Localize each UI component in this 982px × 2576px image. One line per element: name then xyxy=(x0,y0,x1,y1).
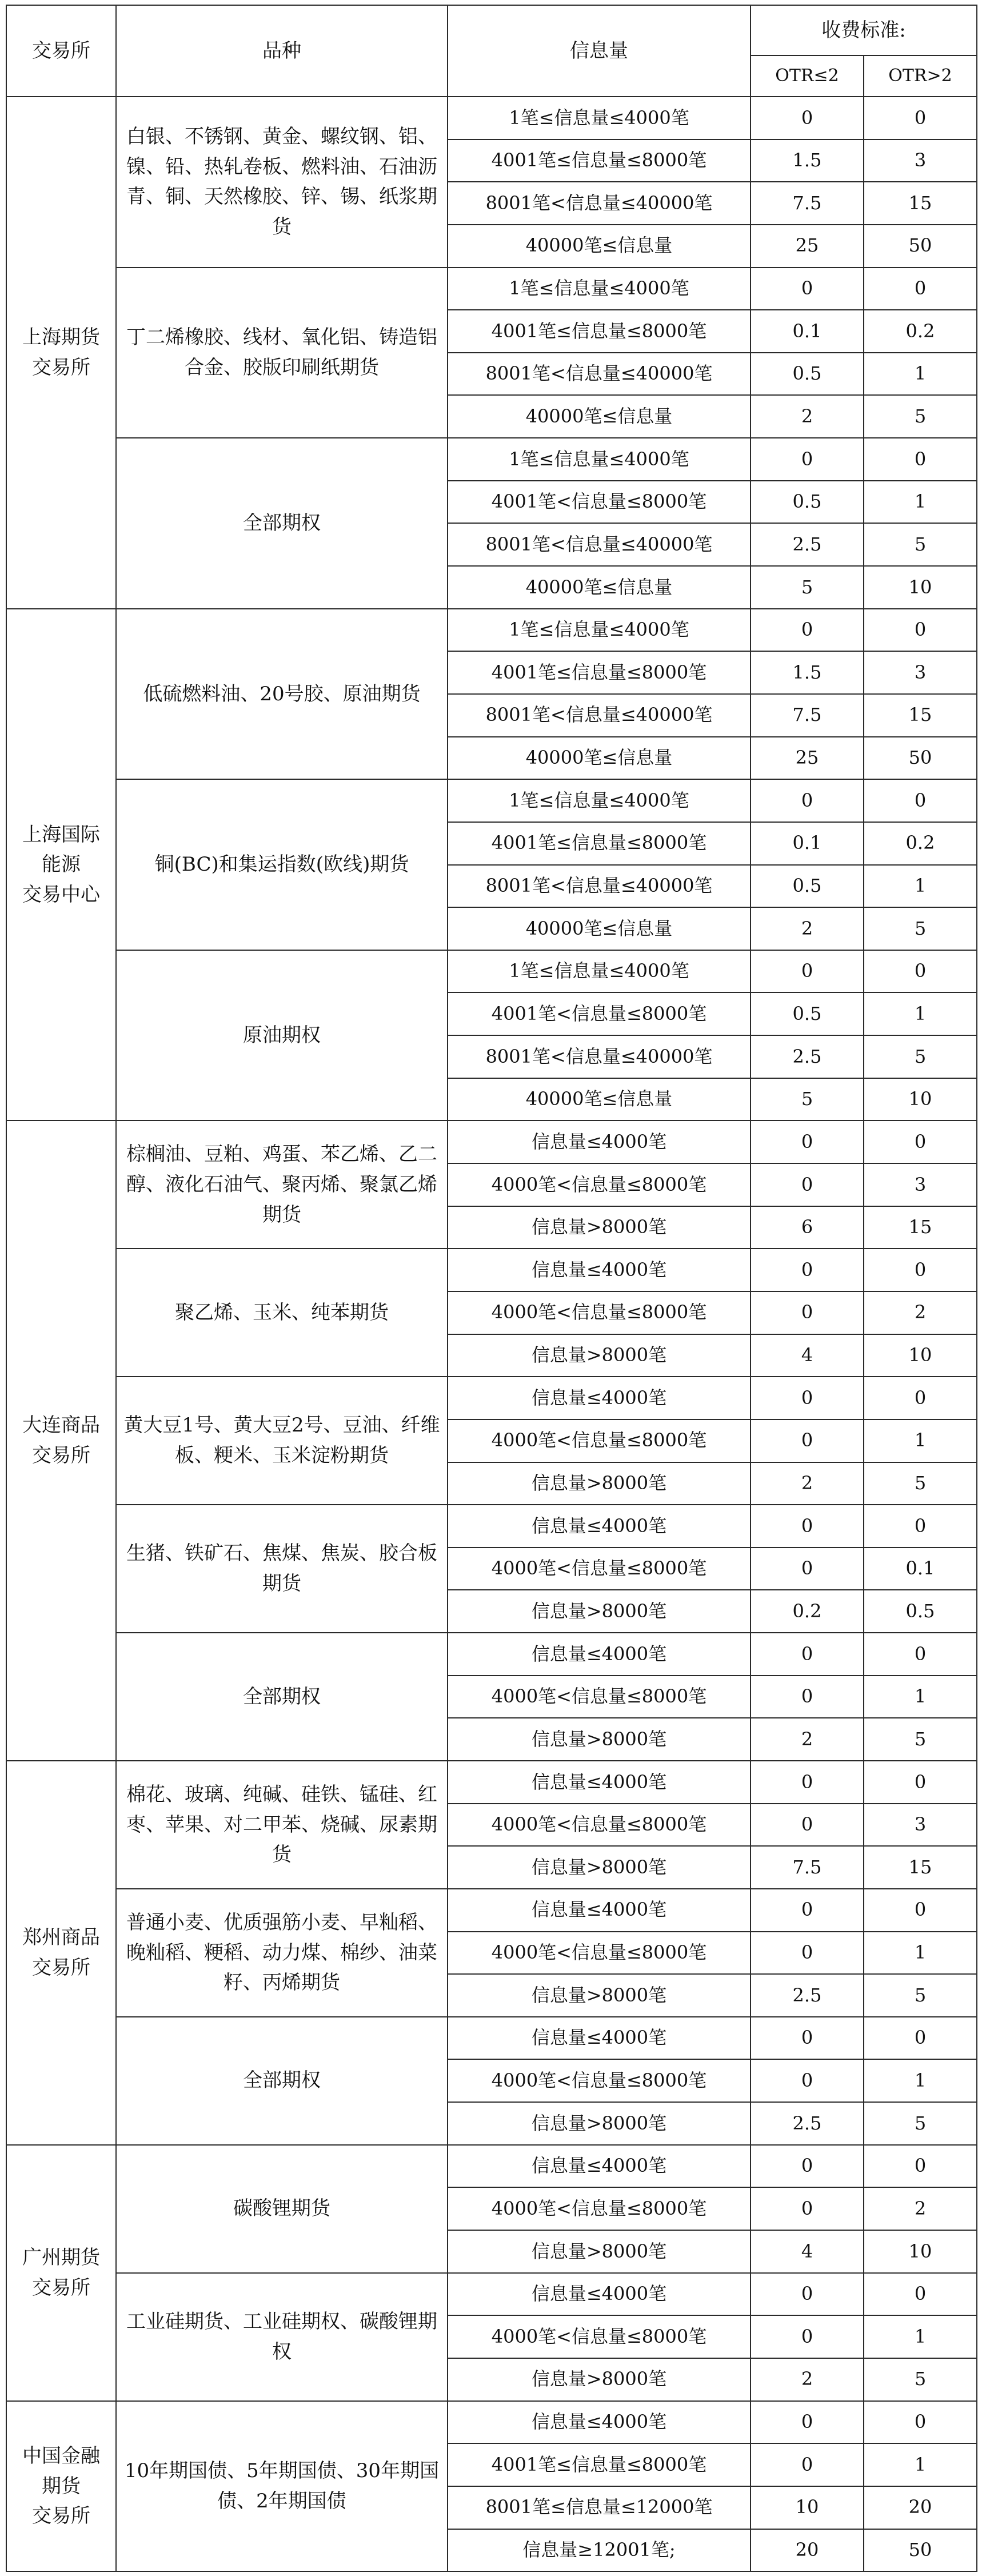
table-row xyxy=(6,1377,977,1419)
fee-otr-high-cell: 0.2 xyxy=(864,310,977,353)
fee-otr-high-cell: 5 xyxy=(864,907,977,950)
info-range-cell: 信息量≤4000笔 xyxy=(448,1761,751,1804)
fee-otr-low-cell: 6 xyxy=(751,1206,864,1249)
table-row xyxy=(6,97,977,139)
fee-otr-high-cell: 0 xyxy=(864,950,977,993)
fee-otr-high-cell: 1 xyxy=(864,1932,977,1975)
exchange-name-cell: 大连商品 交易所 xyxy=(6,1120,116,1761)
header-exchange: 交易所 xyxy=(6,5,116,97)
product-cell: 碳酸锂期货 xyxy=(116,2145,448,2273)
info-range-cell: 4000笔<信息量≤8000笔 xyxy=(448,1163,751,1206)
fee-otr-high-cell: 5 xyxy=(864,2102,977,2145)
fee-otr-low-cell: 0 xyxy=(751,1377,864,1419)
fee-otr-high-cell: 10 xyxy=(864,1078,977,1121)
info-range-cell: 4001笔≤信息量≤8000笔 xyxy=(448,822,751,865)
exchange-name-cell: 郑州商品 交易所 xyxy=(6,1761,116,2145)
product-cell: 低硫燃料油、20号胶、原油期货 xyxy=(116,609,448,780)
fee-otr-low-cell: 0.1 xyxy=(751,310,864,353)
fee-table xyxy=(6,5,977,2572)
fee-otr-high-cell: 1 xyxy=(864,2443,977,2486)
info-range-cell: 1笔≤信息量≤4000笔 xyxy=(448,950,751,993)
fee-otr-high-cell: 50 xyxy=(864,2529,977,2572)
fee-otr-low-cell: 2 xyxy=(751,2358,864,2401)
info-range-cell: 40000笔≤信息量 xyxy=(448,566,751,609)
info-range-cell: 信息量≤4000笔 xyxy=(448,2017,751,2060)
fee-otr-low-cell: 0 xyxy=(751,1889,864,1932)
product-cell: 聚乙烯、玉米、纯苯期货 xyxy=(116,1249,448,1377)
fee-otr-high-cell: 0 xyxy=(864,2145,977,2188)
fee-otr-high-cell: 1 xyxy=(864,1676,977,1718)
fee-otr-high-cell: 0 xyxy=(864,609,977,652)
fee-otr-low-cell: 2 xyxy=(751,395,864,438)
info-range-cell: 信息量>8000笔 xyxy=(448,2358,751,2401)
fee-otr-high-cell: 1 xyxy=(864,481,977,524)
product-cell: 全部期权 xyxy=(116,1633,448,1761)
info-range-cell: 信息量>8000笔 xyxy=(448,1334,751,1377)
fee-otr-high-cell: 20 xyxy=(864,2486,977,2529)
info-range-cell: 40000笔≤信息量 xyxy=(448,225,751,268)
fee-otr-high-cell: 0 xyxy=(864,1633,977,1676)
info-range-cell: 40000笔≤信息量 xyxy=(448,1078,751,1121)
exchange-name-cell: 上海国际 能源 交易中心 xyxy=(6,609,116,1121)
info-range-cell: 信息量≥12001笔; xyxy=(448,2529,751,2572)
fee-otr-high-cell: 0 xyxy=(864,1761,977,1804)
header-product: 品种 xyxy=(116,5,448,97)
fee-otr-low-cell: 0 xyxy=(751,950,864,993)
fee-otr-high-cell: 0 xyxy=(864,2017,977,2060)
fee-otr-high-cell: 10 xyxy=(864,1334,977,1377)
fee-otr-low-cell: 0 xyxy=(751,2187,864,2230)
fee-otr-high-cell: 5 xyxy=(864,1718,977,1761)
fee-otr-low-cell: 0.5 xyxy=(751,353,864,396)
fee-otr-low-cell: 10 xyxy=(751,2486,864,2529)
info-range-cell: 1笔≤信息量≤4000笔 xyxy=(448,438,751,481)
info-range-cell: 8001笔<信息量≤40000笔 xyxy=(448,182,751,225)
fee-otr-low-cell: 0 xyxy=(751,1633,864,1676)
info-range-cell: 1笔≤信息量≤4000笔 xyxy=(448,97,751,139)
fee-otr-high-cell: 2 xyxy=(864,2187,977,2230)
fee-otr-low-cell: 5 xyxy=(751,566,864,609)
info-range-cell: 信息量≤4000笔 xyxy=(448,2273,751,2316)
info-range-cell: 40000笔≤信息量 xyxy=(448,395,751,438)
fee-otr-low-cell: 7.5 xyxy=(751,694,864,737)
header-info: 信息量 xyxy=(448,5,751,97)
fee-otr-high-cell: 50 xyxy=(864,737,977,780)
fee-otr-high-cell: 0 xyxy=(864,1120,977,1163)
product-cell: 棉花、玻璃、纯碱、硅铁、锰硅、红枣、苹果、对二甲苯、烧碱、尿素期货 xyxy=(116,1761,448,1889)
fee-otr-high-cell: 15 xyxy=(864,182,977,225)
fee-otr-low-cell: 0 xyxy=(751,2401,864,2444)
header-fee-standard: 收费标准: xyxy=(751,5,977,55)
info-range-cell: 8001笔<信息量≤40000笔 xyxy=(448,865,751,908)
info-range-cell: 信息量>8000笔 xyxy=(448,2102,751,2145)
fee-otr-low-cell: 2 xyxy=(751,1718,864,1761)
fee-otr-low-cell: 0 xyxy=(751,438,864,481)
exchange-name-cell: 中国金融 期货 交易所 xyxy=(6,2401,116,2572)
fee-otr-high-cell: 5 xyxy=(864,395,977,438)
fee-otr-low-cell: 0.5 xyxy=(751,481,864,524)
info-range-cell: 4000笔<信息量≤8000笔 xyxy=(448,2315,751,2358)
table-row xyxy=(6,1249,977,1291)
fee-otr-low-cell: 0 xyxy=(751,779,864,822)
table-row xyxy=(6,1120,977,1163)
info-range-cell: 信息量≤4000笔 xyxy=(448,2145,751,2188)
fee-otr-high-cell: 3 xyxy=(864,139,977,182)
fee-otr-low-cell: 25 xyxy=(751,225,864,268)
info-range-cell: 4001笔≤信息量≤8000笔 xyxy=(448,651,751,694)
fee-otr-high-cell: 1 xyxy=(864,1419,977,1462)
info-range-cell: 信息量≤4000笔 xyxy=(448,1505,751,1548)
fee-otr-high-cell: 50 xyxy=(864,225,977,268)
fee-otr-low-cell: 0 xyxy=(751,2145,864,2188)
fee-otr-high-cell: 5 xyxy=(864,2358,977,2401)
fee-otr-low-cell: 2 xyxy=(751,1462,864,1505)
fee-otr-low-cell: 0.5 xyxy=(751,992,864,1035)
fee-otr-low-cell: 0 xyxy=(751,1676,864,1718)
fee-otr-low-cell: 0 xyxy=(751,1505,864,1548)
fee-otr-low-cell: 0 xyxy=(751,2315,864,2358)
fee-otr-high-cell: 10 xyxy=(864,2230,977,2273)
fee-otr-low-cell: 0 xyxy=(751,1291,864,1334)
fee-otr-high-cell: 3 xyxy=(864,1163,977,1206)
table-row xyxy=(6,2273,977,2316)
info-range-cell: 信息量≤4000笔 xyxy=(448,1633,751,1676)
fee-otr-high-cell: 0 xyxy=(864,268,977,310)
info-range-cell: 信息量>8000笔 xyxy=(448,1462,751,1505)
fee-otr-low-cell: 0 xyxy=(751,268,864,310)
fee-otr-high-cell: 5 xyxy=(864,1035,977,1078)
info-range-cell: 信息量≤4000笔 xyxy=(448,2401,751,2444)
exchange-name-cell: 广州期货 交易所 xyxy=(6,2145,116,2401)
fee-otr-low-cell: 0.1 xyxy=(751,822,864,865)
fee-otr-high-cell: 10 xyxy=(864,566,977,609)
info-range-cell: 信息量>8000笔 xyxy=(448,1206,751,1249)
info-range-cell: 4001笔<信息量≤8000笔 xyxy=(448,481,751,524)
fee-otr-low-cell: 0.5 xyxy=(751,865,864,908)
fee-otr-low-cell: 0 xyxy=(751,97,864,139)
fee-otr-high-cell: 2 xyxy=(864,1291,977,1334)
fee-otr-low-cell: 0 xyxy=(751,2059,864,2102)
table-row xyxy=(6,438,977,481)
fee-otr-high-cell: 15 xyxy=(864,1846,977,1889)
fee-otr-low-cell: 7.5 xyxy=(751,182,864,225)
info-range-cell: 1笔≤信息量≤4000笔 xyxy=(448,609,751,652)
fee-otr-low-cell: 0 xyxy=(751,1804,864,1847)
product-cell: 普通小麦、优质强筋小麦、早籼稻、晚籼稻、粳稻、动力煤、棉纱、油菜籽、丙烯期货 xyxy=(116,1889,448,2017)
info-range-cell: 4000笔<信息量≤8000笔 xyxy=(448,1804,751,1847)
info-range-cell: 信息量≤4000笔 xyxy=(448,1120,751,1163)
fee-otr-high-cell: 5 xyxy=(864,1462,977,1505)
product-cell: 10年期国债、5年期国债、30年期国债、2年期国债 xyxy=(116,2401,448,2572)
info-range-cell: 8001笔≤信息量≤12000笔 xyxy=(448,2486,751,2529)
info-range-cell: 信息量≤4000笔 xyxy=(448,1889,751,1932)
product-cell: 全部期权 xyxy=(116,2017,448,2145)
info-range-cell: 4000笔<信息量≤8000笔 xyxy=(448,1419,751,1462)
fee-otr-high-cell: 3 xyxy=(864,651,977,694)
info-range-cell: 4001笔≤信息量≤8000笔 xyxy=(448,310,751,353)
header-otr-low: OTR≤2 xyxy=(751,55,864,97)
fee-otr-low-cell: 0 xyxy=(751,609,864,652)
fee-otr-low-cell: 0.2 xyxy=(751,1590,864,1633)
info-range-cell: 4000笔<信息量≤8000笔 xyxy=(448,2187,751,2230)
fee-otr-high-cell: 3 xyxy=(864,1804,977,1847)
fee-otr-high-cell: 0 xyxy=(864,2401,977,2444)
fee-otr-low-cell: 0 xyxy=(751,1932,864,1975)
product-cell: 棕榈油、豆粕、鸡蛋、苯乙烯、乙二醇、液化石油气、聚丙烯、聚氯乙烯期货 xyxy=(116,1120,448,1249)
fee-otr-low-cell: 1.5 xyxy=(751,651,864,694)
fee-otr-low-cell: 0 xyxy=(751,2443,864,2486)
info-range-cell: 4001笔<信息量≤8000笔 xyxy=(448,992,751,1035)
fee-otr-high-cell: 0 xyxy=(864,438,977,481)
fee-otr-high-cell: 1 xyxy=(864,865,977,908)
fee-table-body xyxy=(6,97,977,2571)
table-row xyxy=(6,609,977,652)
info-range-cell: 信息量≤4000笔 xyxy=(448,1249,751,1291)
fee-otr-low-cell: 5 xyxy=(751,1078,864,1121)
fee-otr-low-cell: 2 xyxy=(751,907,864,950)
fee-otr-high-cell: 0 xyxy=(864,779,977,822)
product-cell: 工业硅期货、工业硅期权、碳酸锂期权 xyxy=(116,2273,448,2401)
fee-otr-low-cell: 0 xyxy=(751,2273,864,2316)
fee-table-sheet xyxy=(6,5,976,2571)
info-range-cell: 4000笔<信息量≤8000笔 xyxy=(448,1548,751,1590)
fee-otr-high-cell: 0 xyxy=(864,1889,977,1932)
fee-otr-low-cell: 4 xyxy=(751,2230,864,2273)
fee-otr-high-cell: 15 xyxy=(864,694,977,737)
product-cell: 原油期权 xyxy=(116,950,448,1121)
product-cell: 铜(BC)和集运指数(欧线)期货 xyxy=(116,779,448,950)
table-row xyxy=(6,950,977,993)
table-row xyxy=(6,1505,977,1548)
fee-otr-low-cell: 0 xyxy=(751,1249,864,1291)
table-row xyxy=(6,1761,977,1804)
info-range-cell: 信息量>8000笔 xyxy=(448,1718,751,1761)
info-range-cell: 信息量>8000笔 xyxy=(448,1590,751,1633)
info-range-cell: 4000笔<信息量≤8000笔 xyxy=(448,2059,751,2102)
product-cell: 白银、不锈钢、黄金、螺纹钢、铝、镍、铅、热轧卷板、燃料油、石油沥青、铜、天然橡胶、锌、锡、纸浆期货 xyxy=(116,97,448,268)
info-range-cell: 8001笔<信息量≤40000笔 xyxy=(448,694,751,737)
product-cell: 全部期权 xyxy=(116,438,448,609)
info-range-cell: 1笔≤信息量≤4000笔 xyxy=(448,268,751,310)
info-range-cell: 8001笔<信息量≤40000笔 xyxy=(448,353,751,396)
fee-otr-low-cell: 2.5 xyxy=(751,1974,864,2017)
product-cell: 丁二烯橡胶、线材、氧化铝、铸造铝合金、胶版印刷纸期货 xyxy=(116,268,448,438)
fee-otr-low-cell: 4 xyxy=(751,1334,864,1377)
table-row xyxy=(6,2017,977,2060)
product-cell: 黄大豆1号、黄大豆2号、豆油、纤维板、粳米、玉米淀粉期货 xyxy=(116,1377,448,1505)
table-row xyxy=(6,2401,977,2444)
fee-otr-high-cell: 0 xyxy=(864,1249,977,1291)
exchange-name-cell: 上海期货 交易所 xyxy=(6,97,116,609)
header-otr-high: OTR>2 xyxy=(864,55,977,97)
info-range-cell: 4001笔≤信息量≤8000笔 xyxy=(448,2443,751,2486)
info-range-cell: 40000笔≤信息量 xyxy=(448,907,751,950)
fee-otr-high-cell: 1 xyxy=(864,353,977,396)
fee-otr-high-cell: 5 xyxy=(864,523,977,566)
info-range-cell: 1笔≤信息量≤4000笔 xyxy=(448,779,751,822)
fee-otr-high-cell: 1 xyxy=(864,2059,977,2102)
fee-otr-high-cell: 1 xyxy=(864,992,977,1035)
fee-otr-high-cell: 0 xyxy=(864,1505,977,1548)
table-row xyxy=(6,1633,977,1676)
table-row xyxy=(6,2145,977,2188)
info-range-cell: 信息量>8000笔 xyxy=(448,1846,751,1889)
table-row xyxy=(6,268,977,310)
fee-otr-low-cell: 0 xyxy=(751,1548,864,1590)
info-range-cell: 40000笔≤信息量 xyxy=(448,737,751,780)
fee-otr-low-cell: 0 xyxy=(751,1419,864,1462)
fee-otr-high-cell: 0 xyxy=(864,2273,977,2316)
info-range-cell: 4000笔<信息量≤8000笔 xyxy=(448,1291,751,1334)
info-range-cell: 信息量≤4000笔 xyxy=(448,1377,751,1419)
fee-otr-low-cell: 2.5 xyxy=(751,523,864,566)
info-range-cell: 信息量>8000笔 xyxy=(448,1974,751,2017)
table-row xyxy=(6,1889,977,1932)
fee-otr-low-cell: 7.5 xyxy=(751,1846,864,1889)
info-range-cell: 信息量>8000笔 xyxy=(448,2230,751,2273)
fee-otr-low-cell: 20 xyxy=(751,2529,864,2572)
fee-otr-high-cell: 0.1 xyxy=(864,1548,977,1590)
fee-otr-low-cell: 2.5 xyxy=(751,2102,864,2145)
product-cell: 生猪、铁矿石、焦煤、焦炭、胶合板期货 xyxy=(116,1505,448,1633)
fee-otr-low-cell: 1.5 xyxy=(751,139,864,182)
table-row xyxy=(6,779,977,822)
fee-otr-high-cell: 0.5 xyxy=(864,1590,977,1633)
info-range-cell: 8001笔<信息量≤40000笔 xyxy=(448,523,751,566)
header-row xyxy=(6,5,977,55)
info-range-cell: 4000笔<信息量≤8000笔 xyxy=(448,1932,751,1975)
fee-otr-low-cell: 0 xyxy=(751,1120,864,1163)
info-range-cell: 4001笔≤信息量≤8000笔 xyxy=(448,139,751,182)
fee-otr-high-cell: 15 xyxy=(864,1206,977,1249)
fee-otr-high-cell: 0 xyxy=(864,97,977,139)
fee-otr-low-cell: 25 xyxy=(751,737,864,780)
fee-otr-high-cell: 5 xyxy=(864,1974,977,2017)
fee-otr-low-cell: 0 xyxy=(751,1761,864,1804)
fee-otr-low-cell: 0 xyxy=(751,1163,864,1206)
fee-otr-high-cell: 0 xyxy=(864,1377,977,1419)
fee-otr-high-cell: 1 xyxy=(864,2315,977,2358)
info-range-cell: 4000笔<信息量≤8000笔 xyxy=(448,1676,751,1718)
fee-otr-low-cell: 2.5 xyxy=(751,1035,864,1078)
info-range-cell: 8001笔<信息量≤40000笔 xyxy=(448,1035,751,1078)
fee-otr-low-cell: 0 xyxy=(751,2017,864,2060)
fee-otr-high-cell: 0.2 xyxy=(864,822,977,865)
